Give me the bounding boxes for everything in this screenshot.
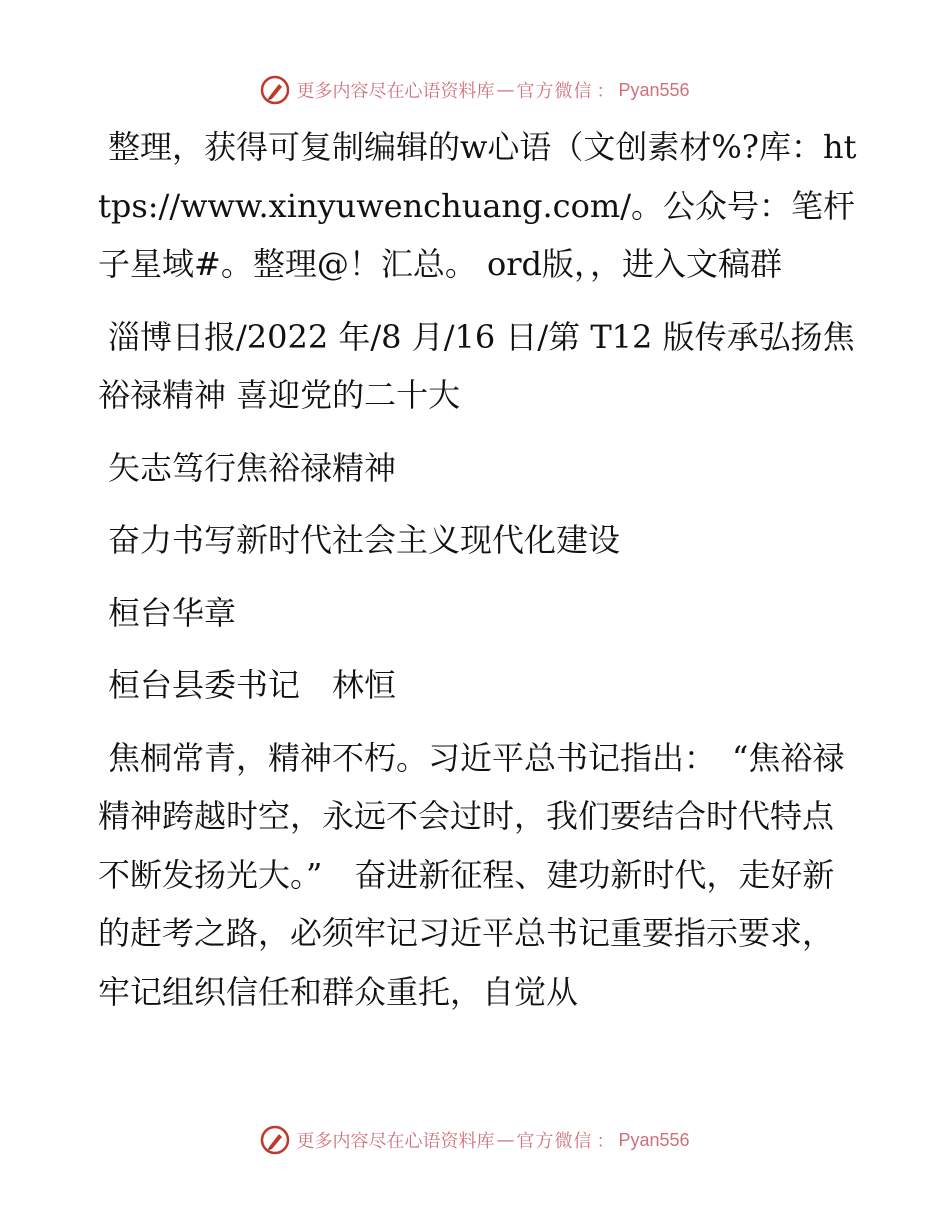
intro-paragraph: 整理，获得可复制编辑的w心语（文创素材%?库：https://www.xinyuwenchuang.com/。公众号：笔杆子星域#。整理@！汇总。 ord版，，进入文稿群 <box>98 128 857 283</box>
author-line: 桓台县委书记 林恒 <box>108 666 397 704</box>
banner-wechat-id: Pyan556 <box>618 79 690 100</box>
banner-separator: — <box>496 1129 515 1151</box>
banner-official-label: 官方微信 <box>516 1131 593 1152</box>
article-title-line-2: 奋力书写新时代社会主义现代化建设 <box>108 521 621 559</box>
banner-colon: ： <box>596 1131 615 1152</box>
banner-wechat-id: Pyan556 <box>618 1129 690 1150</box>
banner-colon: ： <box>596 81 615 102</box>
banner-text: 更多内容尽在心语资料库 <box>296 81 495 102</box>
document-body <box>98 118 858 1035</box>
body-paragraph: 焦桐常青，精神不朽。习近平总书记指出： “焦裕禄精神跨越时空，永远不会过时，我们要结合时代特点不断发扬光大。” 奋进新征程、建功新时代，走好新的赶考之路，必须牢记习近平总书记重要指示要求，牢记组织信任和群众重托，自觉从 <box>98 738 845 1011</box>
banner-separator: — <box>496 79 515 101</box>
article-title-line-3: 桓台华章 <box>108 593 237 632</box>
footer-banner <box>0 1120 950 1160</box>
banner-official-label: 官方微信 <box>516 81 593 102</box>
source-line: 淄博日报/2022 年/8 月/16 日/第 T12 版传承弘扬焦裕禄精神 喜迎党的二十大 <box>98 317 855 414</box>
pen-logo-icon <box>260 1125 290 1155</box>
article-title-line-1: 矢志笃行焦裕禄精神 <box>108 448 397 487</box>
banner-text: 更多内容尽在心语资料库 <box>296 1131 495 1152</box>
pen-logo-icon <box>260 75 290 105</box>
header-banner <box>0 70 950 110</box>
